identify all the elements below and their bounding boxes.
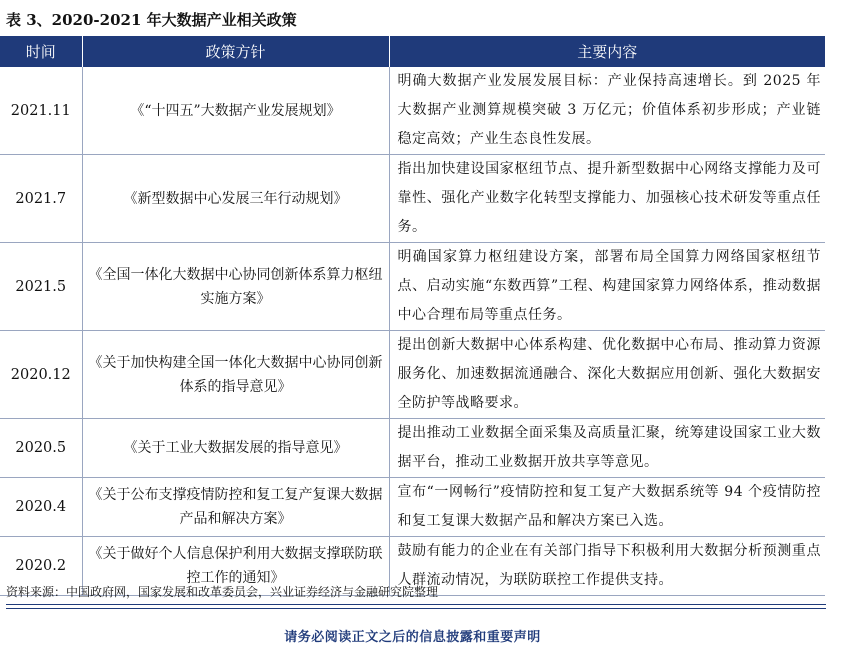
table-row [0, 67, 825, 155]
row-date: 2021.5 [0, 243, 82, 331]
footer-divider [6, 604, 826, 605]
table-title: 表 3、2020-2021 年大数据产业相关政策 [6, 11, 297, 29]
row-date: 2021.11 [0, 67, 82, 155]
table-row [0, 331, 825, 419]
row-policy: 《“十四五”大数据产业发展规划》 [82, 67, 389, 155]
row-content: 明确大数据产业发展发展目标：产业保持高速增长。到 2025 年大数据产业测算规模突破 3 万亿元；价值体系初步形成；产业链稳定高效；产业生态良性发展。 [389, 67, 825, 155]
row-content: 指出加快建设国家枢纽节点、提升新型数据中心网络支撑能力及可靠性、强化产业数字化转型支撑能力、加强核心技术研发等重点任务。 [389, 155, 825, 243]
table-body [0, 67, 825, 596]
row-content: 明确国家算力枢纽建设方案，部署布局全国算力网络国家枢纽节点、启动实施“东数西算”工程、构建国家算力网络体系，推动数据中心合理布局等重点任务。 [389, 243, 825, 331]
policy-table [0, 36, 825, 596]
row-date: 2021.7 [0, 155, 82, 243]
row-policy: 《关于加快构建全国一体化大数据中心协同创新体系的指导意见》 [82, 331, 389, 419]
row-content: 宣布“一网畅行”疫情防控和复工复产大数据系统等 94 个疫情防控和复工复课大数据产品和解决方案已入选。 [389, 478, 825, 537]
row-date: 2020.4 [0, 478, 82, 537]
row-content: 提出推动工业数据全面采集及高质量汇聚，统筹建设国家工业大数据平台，推动工业数据开放共享等意见。 [389, 419, 825, 478]
row-policy: 《全国一体化大数据中心协同创新体系算力枢纽实施方案》 [82, 243, 389, 331]
table-row [0, 243, 825, 331]
disclaimer-footer: 请务必阅读正文之后的信息披露和重要声明 [284, 630, 541, 645]
header-policy: 政策方针 [82, 36, 389, 67]
table-row [0, 478, 825, 537]
header-time: 时间 [0, 36, 82, 67]
table-row [0, 155, 825, 243]
row-date: 2020.5 [0, 419, 82, 478]
footer-divider [6, 608, 826, 609]
row-policy: 《关于公布支撑疫情防控和复工复产复课大数据产品和解决方案》 [82, 478, 389, 537]
table-header [0, 36, 825, 67]
table-row [0, 419, 825, 478]
source-note: 资料来源：中国政府网，国家发展和改革委员会，兴业证券经济与金融研究院整理 [6, 585, 439, 599]
row-policy: 《关于做好个人信息保护利用大数据支撑联防联控工作的通知》 [82, 537, 389, 596]
row-content: 提出创新大数据中心体系构建、优化数据中心布局、推动算力资源服务化、加速数据流通融合、深化大数据应用创新、强化大数据安全防护等战略要求。 [389, 331, 825, 419]
row-date: 2020.12 [0, 331, 82, 419]
row-policy: 《新型数据中心发展三年行动规划》 [82, 155, 389, 243]
row-content: 鼓励有能力的企业在有关部门指导下积极利用大数据分析预测重点人群流动情况，为联防联控工作提供支持。 [389, 537, 825, 596]
header-content: 主要内容 [389, 36, 825, 67]
row-date: 2020.2 [0, 537, 82, 596]
row-policy: 《关于工业大数据发展的指导意见》 [82, 419, 389, 478]
